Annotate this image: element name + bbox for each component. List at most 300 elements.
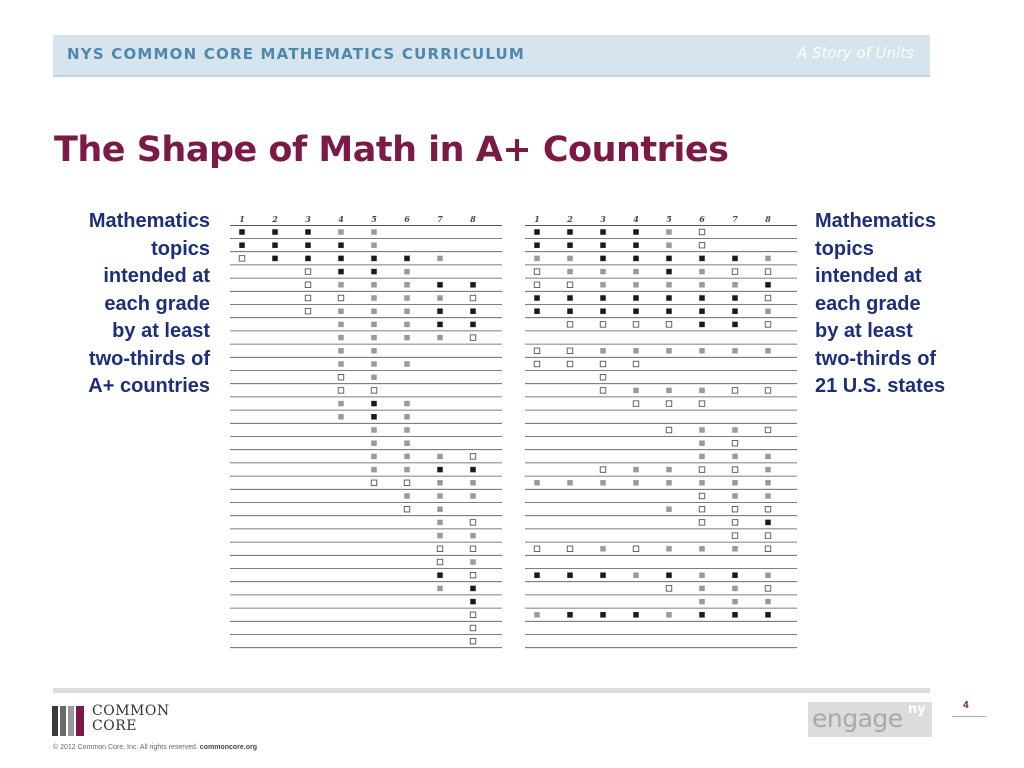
marker-gray xyxy=(338,361,344,367)
marker-open xyxy=(699,229,705,235)
marker-gray xyxy=(765,467,771,473)
marker-open xyxy=(534,546,540,552)
marker-filled xyxy=(437,308,443,314)
marker-gray xyxy=(338,322,344,328)
series-name: A Story of Units xyxy=(797,44,914,62)
marker-gray xyxy=(371,467,377,473)
slide-title: The Shape of Math in A+ Countries xyxy=(54,130,729,170)
marker-gray xyxy=(600,480,606,486)
marker-filled xyxy=(666,256,672,262)
caption-right xyxy=(815,208,1015,401)
marker-open xyxy=(305,282,311,288)
marker-gray xyxy=(699,480,705,486)
marker-open xyxy=(371,480,377,486)
footer-divider xyxy=(53,688,930,693)
caption-left-line: intended at xyxy=(103,265,210,287)
engage-word: engage xyxy=(812,704,903,733)
marker-gray xyxy=(732,480,738,486)
marker-gray xyxy=(699,546,705,552)
marker-gray xyxy=(470,533,476,539)
marker-open xyxy=(600,374,606,380)
marker-open xyxy=(633,361,639,367)
marker-gray xyxy=(371,361,377,367)
marker-open xyxy=(666,322,672,328)
marker-open xyxy=(470,638,476,644)
grade-column-label: 4 xyxy=(338,214,344,224)
marker-filled xyxy=(765,612,771,618)
grid-a-plus-countries xyxy=(230,212,506,658)
marker-open xyxy=(765,506,771,512)
marker-gray xyxy=(666,480,672,486)
marker-gray xyxy=(404,493,410,499)
common-core-logo xyxy=(52,704,192,738)
marker-open xyxy=(633,322,639,328)
marker-open xyxy=(567,546,573,552)
marker-open xyxy=(765,388,771,394)
marker-gray xyxy=(404,269,410,275)
marker-filled xyxy=(437,282,443,288)
marker-gray xyxy=(404,401,410,407)
logo-line-1: COMMON xyxy=(92,703,170,719)
marker-gray xyxy=(371,440,377,446)
marker-open xyxy=(534,282,540,288)
marker-gray xyxy=(699,454,705,460)
marker-filled xyxy=(666,269,672,275)
caption-left-line: topics xyxy=(151,237,210,260)
marker-filled xyxy=(534,242,540,248)
grid-us-states xyxy=(525,212,801,658)
marker-gray xyxy=(437,454,443,460)
site-link[interactable]: commoncore.org xyxy=(199,744,257,751)
marker-open xyxy=(699,401,705,407)
marker-filled xyxy=(699,295,705,301)
marker-gray xyxy=(338,308,344,314)
marker-open xyxy=(470,625,476,631)
marker-open xyxy=(765,322,771,328)
marker-open xyxy=(600,361,606,367)
marker-filled xyxy=(666,572,672,578)
marker-filled xyxy=(272,229,278,235)
grade-column-label: 8 xyxy=(765,214,771,224)
marker-gray xyxy=(666,506,672,512)
marker-gray xyxy=(371,242,377,248)
topic-grid-svg xyxy=(230,212,506,658)
grade-column-label: 2 xyxy=(272,214,278,224)
page-number: 4 xyxy=(963,700,969,711)
marker-gray xyxy=(699,440,705,446)
marker-open xyxy=(404,480,410,486)
grade-column-label: 7 xyxy=(732,214,738,224)
caption-left-line: A+ countries xyxy=(88,375,210,397)
marker-open xyxy=(732,388,738,394)
marker-gray xyxy=(633,348,639,354)
marker-gray xyxy=(338,229,344,235)
marker-gray xyxy=(732,454,738,460)
marker-open xyxy=(732,520,738,526)
marker-gray xyxy=(371,308,377,314)
caption-right-line: intended at xyxy=(815,265,922,287)
marker-gray xyxy=(437,493,443,499)
marker-filled xyxy=(633,256,639,262)
caption-left xyxy=(40,208,210,401)
caption-right-line: each grade xyxy=(815,292,921,315)
marker-gray xyxy=(732,348,738,354)
marker-gray xyxy=(534,612,540,618)
grade-column-label: 8 xyxy=(470,214,476,224)
marker-gray xyxy=(600,546,606,552)
marker-gray xyxy=(666,282,672,288)
marker-gray xyxy=(437,520,443,526)
marker-gray xyxy=(732,427,738,433)
marker-gray xyxy=(666,388,672,394)
marker-open xyxy=(666,427,672,433)
page-number-underline xyxy=(952,716,986,717)
marker-gray xyxy=(371,348,377,354)
marker-gray xyxy=(338,348,344,354)
marker-gray xyxy=(633,282,639,288)
marker-filled xyxy=(732,295,738,301)
marker-open xyxy=(534,269,540,275)
marker-open xyxy=(732,269,738,275)
marker-filled xyxy=(534,229,540,235)
marker-open xyxy=(765,295,771,301)
marker-filled xyxy=(470,282,476,288)
marker-filled xyxy=(732,322,738,328)
marker-gray xyxy=(404,361,410,367)
caption-right-line: Mathematics xyxy=(815,210,937,232)
marker-open xyxy=(305,269,311,275)
marker-gray xyxy=(699,427,705,433)
marker-filled xyxy=(404,256,410,262)
copyright-text: © 2012 Common Core, Inc. All rights reserved. xyxy=(53,744,198,751)
marker-gray xyxy=(534,480,540,486)
marker-open xyxy=(470,295,476,301)
marker-gray xyxy=(371,427,377,433)
curriculum-title: NYS COMMON CORE MATHEMATICS CURRICULUM xyxy=(67,45,526,63)
marker-filled xyxy=(732,612,738,618)
common-core-logo-icon xyxy=(52,706,86,736)
marker-filled xyxy=(600,256,606,262)
marker-open xyxy=(470,335,476,341)
caption-right-line: topics xyxy=(815,237,874,260)
marker-gray xyxy=(404,282,410,288)
marker-filled xyxy=(633,229,639,235)
marker-gray xyxy=(437,256,443,262)
marker-open xyxy=(765,427,771,433)
marker-gray xyxy=(666,612,672,618)
grade-column-label: 6 xyxy=(404,214,410,224)
marker-gray xyxy=(404,414,410,420)
marker-open xyxy=(765,586,771,592)
marker-open xyxy=(600,322,606,328)
marker-filled xyxy=(437,322,443,328)
marker-filled xyxy=(666,295,672,301)
marker-filled xyxy=(765,282,771,288)
marker-filled xyxy=(371,401,377,407)
marker-open xyxy=(567,282,573,288)
marker-filled xyxy=(732,256,738,262)
marker-filled xyxy=(338,256,344,262)
marker-filled xyxy=(699,308,705,314)
marker-filled xyxy=(338,242,344,248)
marker-open xyxy=(699,493,705,499)
marker-gray xyxy=(699,388,705,394)
marker-gray xyxy=(371,295,377,301)
marker-filled xyxy=(470,322,476,328)
marker-filled xyxy=(567,295,573,301)
marker-open xyxy=(567,322,573,328)
marker-gray xyxy=(600,348,606,354)
marker-filled xyxy=(272,242,278,248)
marker-filled xyxy=(633,242,639,248)
marker-filled xyxy=(633,308,639,314)
marker-open xyxy=(567,348,573,354)
marker-gray xyxy=(765,480,771,486)
marker-gray xyxy=(437,335,443,341)
marker-gray xyxy=(765,348,771,354)
grade-column-label: 4 xyxy=(633,214,639,224)
marker-gray xyxy=(732,599,738,605)
grade-column-label: 2 xyxy=(567,214,573,224)
marker-gray xyxy=(732,493,738,499)
marker-filled xyxy=(305,229,311,235)
marker-filled xyxy=(600,229,606,235)
marker-open xyxy=(600,388,606,394)
marker-filled xyxy=(633,295,639,301)
marker-gray xyxy=(666,229,672,235)
marker-open xyxy=(732,440,738,446)
grade-column-label: 1 xyxy=(239,214,245,224)
marker-gray xyxy=(633,269,639,275)
marker-open xyxy=(666,586,672,592)
marker-filled xyxy=(371,256,377,262)
marker-gray xyxy=(338,282,344,288)
marker-filled xyxy=(239,242,245,248)
marker-open xyxy=(765,533,771,539)
marker-filled xyxy=(534,572,540,578)
marker-gray xyxy=(600,282,606,288)
marker-gray xyxy=(567,480,573,486)
marker-gray xyxy=(699,599,705,605)
marker-gray xyxy=(765,256,771,262)
marker-gray xyxy=(765,599,771,605)
marker-gray xyxy=(470,480,476,486)
marker-gray xyxy=(404,427,410,433)
marker-open xyxy=(338,374,344,380)
marker-filled xyxy=(633,612,639,618)
marker-open xyxy=(404,506,410,512)
marker-open xyxy=(305,308,311,314)
logo-line-2: CORE xyxy=(92,718,137,734)
marker-gray xyxy=(699,282,705,288)
marker-filled xyxy=(600,242,606,248)
marker-filled xyxy=(699,612,705,618)
marker-open xyxy=(437,546,443,552)
engage-ny-logo xyxy=(808,702,932,737)
marker-open xyxy=(699,467,705,473)
marker-open xyxy=(633,546,639,552)
grade-column-label: 7 xyxy=(437,214,443,224)
marker-gray xyxy=(404,335,410,341)
caption-left-line: two-thirds of xyxy=(88,347,210,370)
marker-open xyxy=(470,454,476,460)
grade-column-label: 1 xyxy=(534,214,540,224)
marker-open xyxy=(470,612,476,618)
marker-filled xyxy=(732,308,738,314)
marker-filled xyxy=(470,599,476,605)
marker-gray xyxy=(699,348,705,354)
marker-gray xyxy=(437,586,443,592)
marker-gray xyxy=(371,335,377,341)
marker-open xyxy=(732,467,738,473)
marker-filled xyxy=(567,242,573,248)
marker-gray xyxy=(371,229,377,235)
marker-filled xyxy=(732,572,738,578)
marker-open xyxy=(567,361,573,367)
marker-open xyxy=(732,506,738,512)
marker-filled xyxy=(534,295,540,301)
marker-gray xyxy=(732,546,738,552)
marker-gray xyxy=(765,454,771,460)
marker-gray xyxy=(371,322,377,328)
marker-open xyxy=(699,242,705,248)
marker-filled xyxy=(305,242,311,248)
marker-filled xyxy=(437,572,443,578)
marker-open xyxy=(633,401,639,407)
marker-filled xyxy=(567,612,573,618)
copyright xyxy=(53,744,257,751)
marker-gray xyxy=(699,586,705,592)
marker-open xyxy=(699,520,705,526)
marker-gray xyxy=(633,388,639,394)
marker-filled xyxy=(567,308,573,314)
marker-open xyxy=(437,559,443,565)
marker-filled xyxy=(534,308,540,314)
marker-gray xyxy=(699,572,705,578)
marker-gray xyxy=(732,586,738,592)
marker-gray xyxy=(666,546,672,552)
engage-ny-superscript: ny xyxy=(908,702,926,717)
marker-filled xyxy=(699,256,705,262)
marker-gray xyxy=(633,480,639,486)
caption-right-line: 21 U.S. states xyxy=(815,375,946,397)
marker-filled xyxy=(305,256,311,262)
marker-gray xyxy=(765,572,771,578)
marker-gray xyxy=(404,322,410,328)
grade-column-label: 6 xyxy=(699,214,705,224)
marker-gray xyxy=(338,335,344,341)
marker-gray xyxy=(666,242,672,248)
caption-left-line: by at least xyxy=(112,320,210,342)
marker-open xyxy=(470,572,476,578)
marker-filled xyxy=(239,229,245,235)
marker-open xyxy=(765,546,771,552)
marker-filled xyxy=(600,295,606,301)
grade-column-label: 5 xyxy=(371,214,377,224)
marker-open xyxy=(338,388,344,394)
marker-filled xyxy=(371,269,377,275)
caption-right-line: by at least xyxy=(815,320,913,342)
marker-open xyxy=(534,348,540,354)
marker-gray xyxy=(404,467,410,473)
marker-gray xyxy=(404,308,410,314)
marker-open xyxy=(534,361,540,367)
marker-filled xyxy=(666,308,672,314)
marker-open xyxy=(371,388,377,394)
marker-open xyxy=(338,295,344,301)
grade-column-label: 3 xyxy=(305,214,311,224)
grade-column-label: 5 xyxy=(666,214,672,224)
marker-gray xyxy=(437,533,443,539)
marker-filled xyxy=(272,256,278,262)
marker-filled xyxy=(600,572,606,578)
marker-gray xyxy=(470,493,476,499)
caption-left-line: each grade xyxy=(104,292,210,315)
marker-filled xyxy=(699,322,705,328)
marker-filled xyxy=(470,467,476,473)
marker-open xyxy=(699,506,705,512)
marker-open xyxy=(470,520,476,526)
marker-gray xyxy=(404,454,410,460)
marker-filled xyxy=(470,586,476,592)
marker-gray xyxy=(666,348,672,354)
marker-gray xyxy=(404,295,410,301)
marker-gray xyxy=(338,414,344,420)
marker-filled xyxy=(765,520,771,526)
caption-left-line: Mathematics xyxy=(88,210,210,232)
marker-gray xyxy=(404,440,410,446)
marker-gray xyxy=(732,282,738,288)
marker-open xyxy=(765,269,771,275)
topic-grid-svg xyxy=(525,212,801,658)
marker-filled xyxy=(600,612,606,618)
marker-gray xyxy=(765,308,771,314)
marker-gray xyxy=(338,401,344,407)
marker-open xyxy=(470,546,476,552)
marker-open xyxy=(732,533,738,539)
marker-gray xyxy=(371,374,377,380)
marker-gray xyxy=(567,269,573,275)
grade-column-label: 3 xyxy=(600,214,606,224)
marker-filled xyxy=(338,269,344,275)
marker-gray xyxy=(765,493,771,499)
marker-gray xyxy=(371,282,377,288)
marker-gray xyxy=(437,295,443,301)
marker-open xyxy=(305,295,311,301)
marker-filled xyxy=(470,308,476,314)
marker-gray xyxy=(534,256,540,262)
marker-gray xyxy=(470,559,476,565)
marker-open xyxy=(600,467,606,473)
marker-filled xyxy=(437,467,443,473)
marker-filled xyxy=(371,414,377,420)
marker-gray xyxy=(567,256,573,262)
marker-filled xyxy=(567,229,573,235)
marker-filled xyxy=(600,308,606,314)
marker-gray xyxy=(371,454,377,460)
caption-right-line: two-thirds of xyxy=(815,347,937,370)
marker-gray xyxy=(633,572,639,578)
marker-open xyxy=(666,401,672,407)
marker-gray xyxy=(699,269,705,275)
marker-gray xyxy=(437,506,443,512)
header-bar xyxy=(53,35,930,77)
marker-gray xyxy=(600,269,606,275)
marker-gray xyxy=(437,480,443,486)
marker-filled xyxy=(567,572,573,578)
marker-gray xyxy=(633,467,639,473)
marker-open xyxy=(239,256,245,262)
